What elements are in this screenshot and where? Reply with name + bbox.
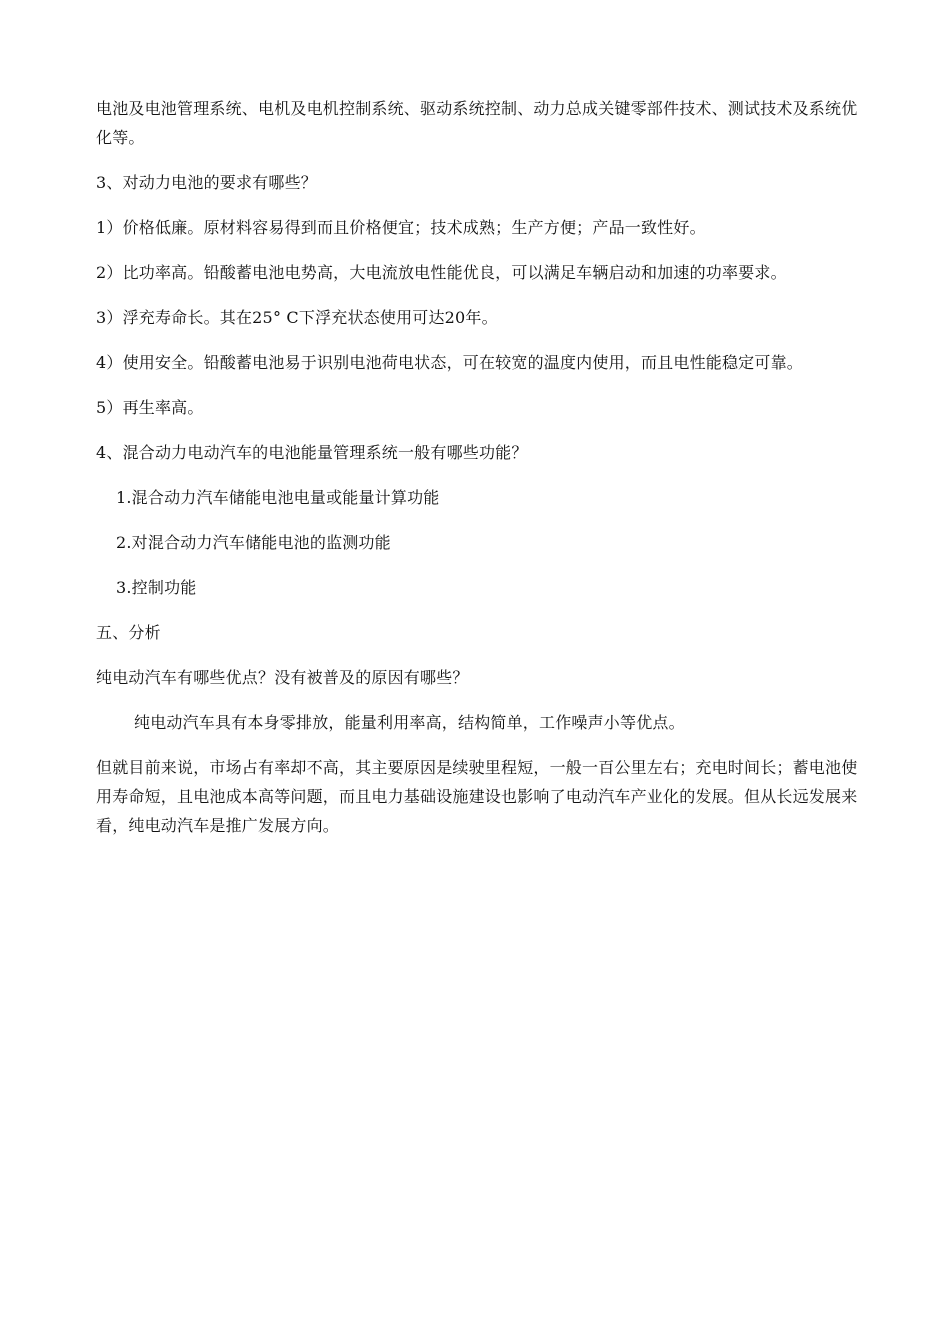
- section-5-heading: 五、分析: [96, 623, 161, 642]
- document-page: [96, 94, 860, 856]
- question-3-heading: 3、对动力电池的要求有哪些？: [96, 173, 317, 192]
- analysis-question: 纯电动汽车有哪些优点？没有被普及的原因有哪些？: [96, 668, 469, 687]
- function-item-1: 1.混合动力汽车储能电池电量或能量计算功能: [116, 488, 440, 507]
- answer-item-1: 1）价格低廉。原材料容易得到而且价格便宜；技术成熟；生产方便；产品一致性好。: [96, 218, 706, 237]
- paragraph-intro-continuation: 电池及电池管理系统、电机及电机控制系统、驱动系统控制、动力总成关键零部件技术、测试技术及系统优化等。: [96, 99, 858, 147]
- question-4-heading: 4、混合动力电动汽车的电池能量管理系统一般有哪些功能？: [96, 443, 528, 462]
- analysis-answer-advantages: 纯电动汽车具有本身零排放，能量利用率高，结构简单，工作噪声小等优点。: [134, 713, 685, 732]
- function-item-3: 3.控制功能: [116, 578, 197, 597]
- answer-item-5: 5）再生率高。: [96, 398, 204, 417]
- answer-item-2: 2）比功率高。铅酸蓄电池电势高，大电流放电性能优良，可以满足车辆启动和加速的功率要求。: [96, 263, 787, 282]
- answer-item-4: 4）使用安全。铅酸蓄电池易于识别电池荷电状态，可在较宽的温度内使用，而且电性能稳定可靠。: [96, 353, 803, 372]
- answer-item-3: 3）浮充寿命长。其在25° C下浮充状态使用可达20年。: [96, 308, 498, 327]
- analysis-answer-reasons: 但就目前来说，市场占有率却不高，其主要原因是续驶里程短，一般一百公里左右；充电时间长；蓄电池使用寿命短，且电池成本高等问题，而且电力基础设施建设也影响了电动汽车产业化的发展。但从长远发展来看，纯电动汽车是推广发展方向。: [96, 758, 858, 835]
- function-item-2: 2.对混合动力汽车储能电池的监测功能: [116, 533, 391, 552]
